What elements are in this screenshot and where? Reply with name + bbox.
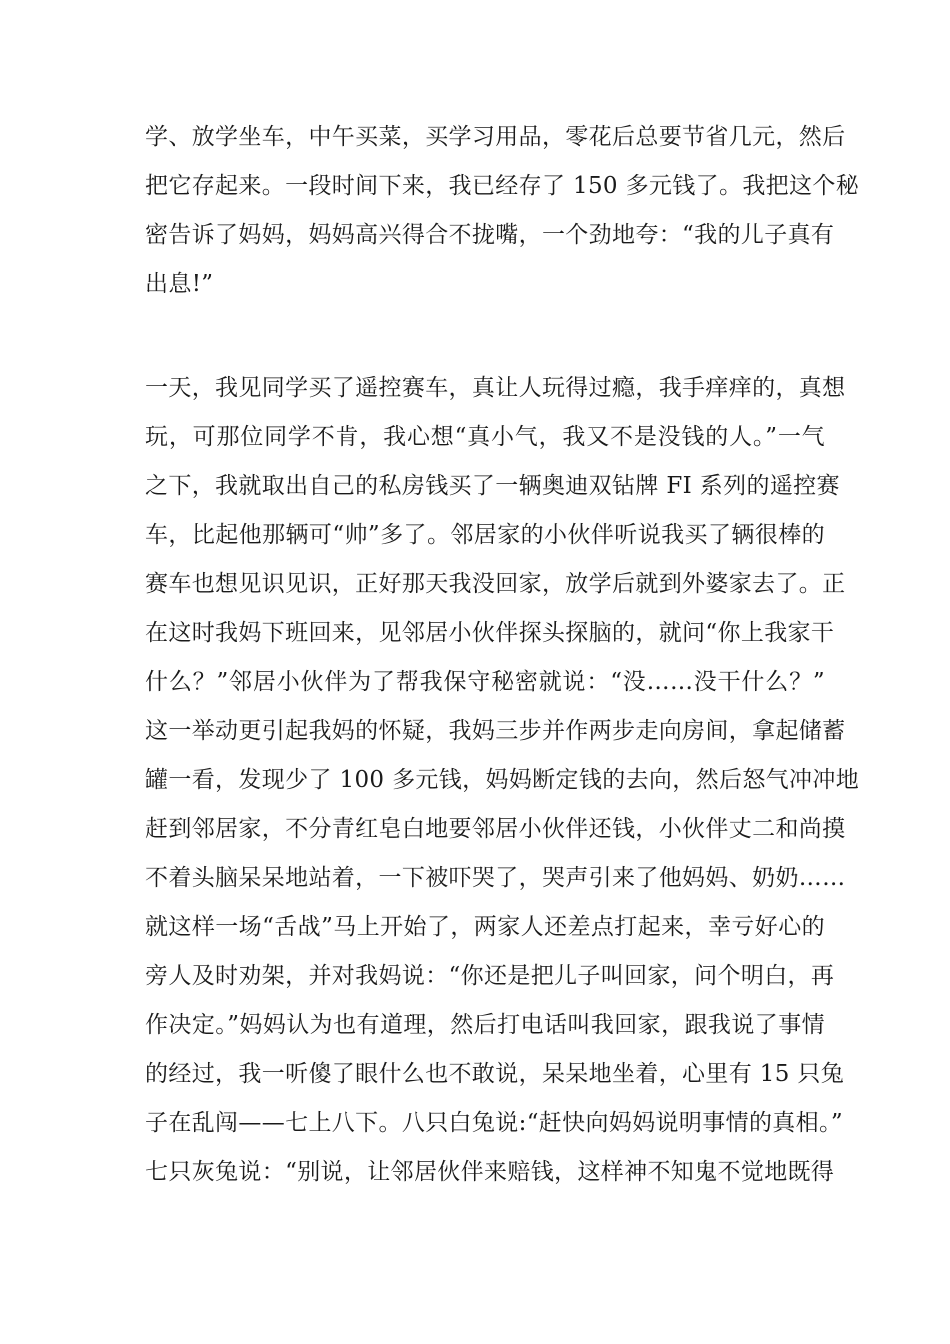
paragraph-2-line-4: 车，比起他那辆可“帅”多了。邻居家的小伙伴听说我买了辆很棒的: [145, 522, 825, 548]
paragraph-2-line-13: 旁人及时劝架，并对我妈说：“你还是把儿子叫回家，问个明白，再: [145, 963, 835, 989]
paragraph-2-line-11: 不着头脑呆呆地站着，一下被吓哭了，哭声引来了他妈妈、奶奶……: [145, 865, 846, 891]
paragraph-2-line-7: 什么？”邻居小伙伴为了帮我保守秘密就说：“没……没干什么？”: [145, 669, 825, 695]
paragraph-2-line-5: 赛车也想见识见识，正好那天我没回家，放学后就到外婆家去了。正: [145, 571, 846, 597]
paragraph-1-line-1: 学、放学坐车，中午买菜，买学习用品，零花后总要节省几元，然后: [145, 124, 846, 150]
paragraph-1-line-4: 出息!”: [145, 271, 214, 297]
paragraph-2-line-14: 作决定。”妈妈认为也有道理，然后打电话叫我回家，跟我说了事情: [145, 1012, 825, 1038]
paragraph-2-line-10: 赶到邻居家，不分青红皂白地要邻居小伙伴还钱，小伙伴丈二和尚摸: [145, 816, 846, 842]
paragraph-2-line-9: 罐一看，发现少了 100 多元钱，妈妈断定钱的去向，然后怒气冲冲地: [145, 767, 860, 793]
paragraph-2-line-3: 之下，我就取出自己的私房钱买了一辆奥迪双钻牌 FI 系列的遥控赛: [145, 473, 840, 499]
paragraph-2-line-2: 玩，可那位同学不肯，我心想“真小气，我又不是没钱的人。”一气: [145, 424, 825, 450]
paragraph-1-line-2: 把它存起来。一段时间下来，我已经存了 150 多元钱了。我把这个秘: [145, 173, 860, 199]
paragraph-2-line-1: 一天，我见同学买了遥控赛车，真让人玩得过瘾，我手痒痒的，真想: [145, 375, 846, 401]
paragraph-2-line-12: 就这样一场“舌战”马上开始了，两家人还差点打起来，幸亏好心的: [145, 914, 825, 940]
paragraph-2-line-8: 这一举动更引起我妈的怀疑，我妈三步并作两步走向房间，拿起储蓄: [145, 718, 846, 744]
paragraph-2-line-6: 在这时我妈下班回来，见邻居小伙伴探头探脑的，就问“你上我家干: [145, 620, 835, 646]
paragraph-2-line-16: 子在乱闯——七上八下。八只白兔说:“赶快向妈妈说明事情的真相。”: [145, 1110, 843, 1136]
paragraph-2-line-17: 七只灰兔说：“别说，让邻居伙伴来赔钱，这样神不知鬼不觉地既得: [145, 1159, 835, 1185]
paragraph-1-line-3: 密告诉了妈妈，妈妈高兴得合不拢嘴，一个劲地夸：“我的儿子真有: [145, 222, 835, 248]
paragraph-2-line-15: 的经过，我一听傻了眼什么也不敢说，呆呆地坐着，心里有 15 只兔: [145, 1061, 845, 1087]
